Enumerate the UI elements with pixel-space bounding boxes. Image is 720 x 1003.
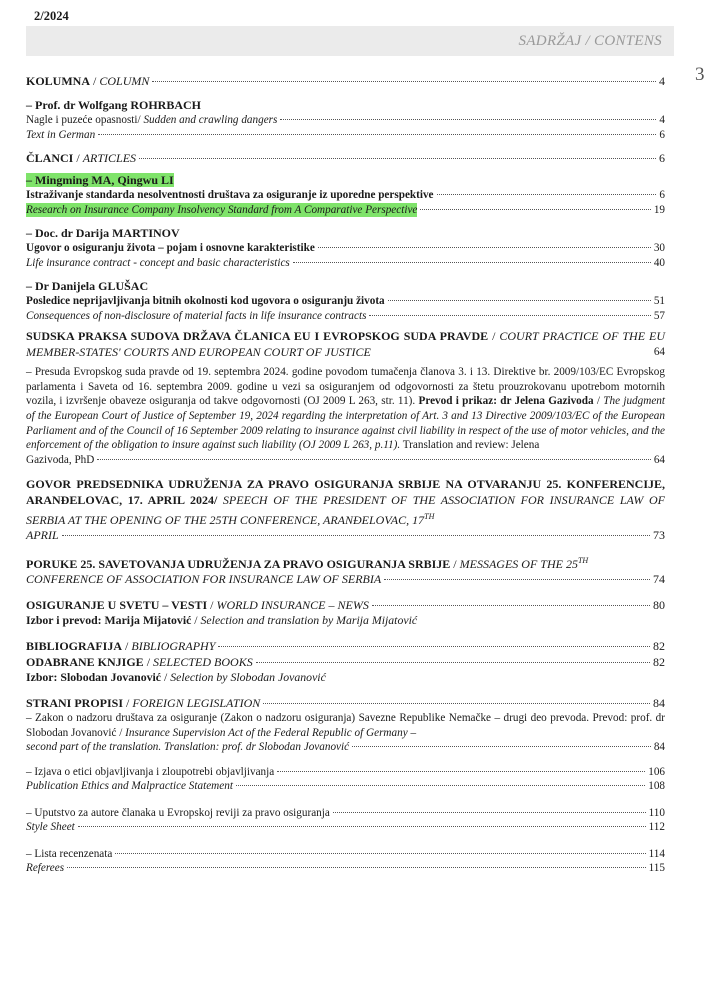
dot-leader	[67, 867, 646, 868]
entry-title: Nagle i puzeće opasnosti/	[26, 114, 144, 126]
entry-title: Posledice neprijavljivanja bitnih okolnosti kod ugovora o osiguranju života	[26, 295, 385, 307]
toc-entry[interactable]	[26, 188, 665, 203]
credit-en: Selection by Slobodan Jovanović	[170, 669, 326, 684]
sep: /	[143, 654, 154, 669]
contents-header-band	[26, 26, 674, 56]
section-title-en: WORLD INSURANCE – NEWS	[216, 597, 369, 612]
credit-sr: Izbor i prevod: Marija Mijatović	[26, 612, 192, 627]
section-speech[interactable]	[26, 477, 665, 528]
page-ref: 4	[659, 114, 665, 126]
entry-title-en-highlighted: Research on Insurance Company Insolvency Standard from A Comparative Perspective	[26, 203, 418, 216]
section-title-sr: OSIGURANJE U SVETU – VESTI	[26, 597, 208, 612]
page-ref: 84	[653, 695, 665, 710]
dot-leader	[369, 315, 650, 316]
page-ref: 64	[653, 453, 665, 466]
toc-entry-tail	[26, 453, 665, 468]
page-ref: 82	[653, 654, 665, 669]
dot-leader	[256, 662, 650, 663]
superscript: TH	[424, 511, 435, 521]
author-name: – Prof. dr Wolfgang ROHRBACH	[26, 98, 202, 112]
page-ref: 4	[659, 74, 665, 88]
toc-entry-ethics-en[interactable]	[26, 779, 665, 794]
dot-leader	[152, 81, 656, 82]
section-messages[interactable]	[26, 553, 665, 573]
entry-title: – Izjava o etici objavljivanja i zloupotrebi objavljivanja	[26, 765, 275, 778]
section-title-en: ARTICLES	[82, 151, 137, 165]
section-title-sr: BIBLIOGRAFIJA	[26, 638, 123, 653]
page-ref: 74	[653, 572, 665, 587]
entry-text-en: Insurance Supervision Act of the Federal Republic of Germany –	[125, 726, 417, 739]
dot-leader	[388, 300, 651, 301]
section-title-en: BIBLIOGRAPHY	[131, 638, 216, 653]
entry-translator-en: Translation and review: Jelena	[400, 439, 540, 452]
author-name: – Doc. dr Darija MARTINOV	[26, 226, 180, 240]
toc-entry[interactable]	[26, 241, 665, 256]
dot-leader	[420, 209, 650, 210]
sep: /	[191, 612, 201, 627]
toc-entry-tail	[26, 740, 665, 755]
sep: /	[73, 151, 83, 165]
section-title-en: CONFERENCE OF ASSOCIATION FOR INSURANCE LAW OF SERBIA	[26, 572, 382, 587]
section-credit	[26, 670, 665, 685]
table-of-contents	[26, 70, 665, 876]
page-ref: 6	[659, 189, 665, 201]
author-name: – Dr Danijela GLUŠAC	[26, 279, 149, 293]
credit-en: Selection and translation by Marija Mijatović	[200, 612, 418, 627]
entry-text-en: The judgment of the European Court of Justice of September 19, 2024 regarding the interpretation of Art. 3 and 13 Directive 2009/103/EC of the European Parliament and of the Council of 16 September 2009 relating to insurance against civil liability in respect of the use of motor vehicles, and the enforcement of the obligation to insure against such liability (OJ 2009 L 263, p.11).	[26, 395, 665, 452]
dot-leader	[97, 459, 650, 460]
page-ref: 106	[648, 765, 665, 778]
entry-title-en: Referees	[26, 862, 65, 875]
dot-leader	[236, 785, 645, 786]
sep: /	[90, 74, 100, 88]
toc-entry[interactable]	[26, 203, 665, 218]
entry-text: – Zakon o nadzoru društava za osiguranje (Zakon o nadzoru osiguranja) Savezne Republike Nemačke – drugi deo prevoda. Prevod: prof. dr Slobodan Jovanović /	[26, 711, 665, 739]
dot-leader	[318, 247, 651, 248]
dot-leader	[218, 646, 650, 647]
dot-leader	[277, 771, 645, 772]
page-ref: 73	[653, 528, 665, 543]
toc-entry[interactable]	[26, 309, 665, 324]
page-ref: 114	[648, 847, 665, 860]
section-title-sr: ČLANCI	[26, 151, 74, 165]
sep: /	[450, 556, 460, 571]
section-column[interactable]	[26, 73, 665, 89]
page-ref: 57	[653, 309, 665, 322]
section-title-sr: KOLUMNA	[26, 74, 90, 88]
contents-title: SADRŽAJ / CONTENS	[518, 33, 662, 49]
sep: /	[123, 695, 133, 710]
entry-title: Ugovor o osiguranju života – pojam i osnovne karakteristike	[26, 242, 315, 254]
toc-entry[interactable]	[26, 113, 665, 128]
sep: /	[488, 329, 500, 343]
dot-leader	[280, 119, 656, 120]
dot-leader	[62, 535, 650, 536]
page-ref: 110	[648, 806, 665, 819]
section-title-en: FOREIGN LEGISLATION	[132, 695, 261, 710]
toc-entry[interactable]	[26, 128, 665, 143]
sep: /	[122, 638, 132, 653]
section-credit	[26, 613, 665, 628]
issue-number: 2/2024	[34, 9, 69, 23]
entry-title-en: Text in German	[26, 128, 96, 141]
section-title-sr: PORUKE 25. SAVETOVANJA UDRUŽENJA ZA PRAVO OSIGURANJA SRBIJE	[26, 556, 451, 571]
section-bibliography[interactable]	[26, 638, 665, 654]
entry-title: – Uputstvo za autore članaka u Evropskoj reviji za pravo osiguranja	[26, 806, 330, 819]
entry-title-en: Style Sheet	[26, 821, 75, 834]
credit-sr: Izbor: Slobodan Jovanović	[26, 669, 162, 684]
entry-title-en: Life insurance contract - concept and basic characteristics	[26, 256, 290, 269]
section-foreign-legislation[interactable]	[26, 695, 665, 711]
section-articles[interactable]	[26, 150, 665, 166]
section-title-en: APRIL	[26, 528, 59, 543]
page-ref: 30	[653, 242, 665, 254]
dot-leader	[98, 134, 656, 135]
section-world-news[interactable]	[26, 597, 665, 613]
section-title-sr: STRANI PROPISI	[26, 695, 124, 710]
section-title-en: SPEECH OF THE PRESIDENT OF THE ASSOCIATION FOR INSURANCE LAW OF SERBIA AT THE OPENING OF THE 25TH CONFERENCE, ARANĐELOVAC, 17	[26, 492, 666, 527]
section-title-sr: SUDSKA PRAKSA SUDOVA DRŽAVA ČLANICA EU I EVROPSKOG SUDA PRAVDE	[26, 329, 489, 343]
entry-title: Istraživanje standarda nesolventnosti društava za osiguranje iz uporedne perspektive	[26, 189, 434, 201]
entry-title: – Lista recenzenata	[26, 847, 113, 860]
toc-entry[interactable]	[26, 256, 665, 271]
toc-entry-instructions[interactable]	[26, 806, 665, 821]
sep: /	[593, 395, 604, 408]
entry-translator: Prevod i prikaz: dr Jelena Gazivoda	[418, 395, 594, 408]
dot-leader	[437, 194, 657, 195]
toc-entry[interactable]	[26, 294, 665, 309]
page-ref: 6	[659, 128, 665, 141]
page-ref: 40	[653, 256, 665, 269]
toc-entry-supervision-act[interactable]	[26, 711, 665, 740]
page-ref: 82	[653, 638, 665, 653]
dot-leader	[352, 746, 651, 747]
page-ref: 112	[648, 821, 665, 834]
entry-text: – Presuda Evropskog suda pravde od 19. septembra 2024. godine povodom tumačenja članova 3. i 13. Direktive br. 2009/103/EC Evropskog parlamenta i Saveta od 16. septembra 2009. godine u vezi sa osiguranjem od odgovornosti za štetu prouzrokovanu upotrebom motornih vozila, i izvršenje obaveze osiguranja od takve odgovornosti (OJ 2009 L 263, str. 11).	[26, 366, 665, 408]
section-speech-tail	[26, 528, 665, 543]
page-number: 3	[695, 64, 705, 85]
page-ref: 80	[653, 597, 665, 612]
dot-leader	[372, 605, 650, 606]
superscript: TH	[577, 555, 589, 565]
toc-entry-reviewers[interactable]	[26, 847, 665, 862]
sep: /	[161, 669, 171, 684]
dot-leader	[115, 853, 645, 854]
entry-title-en: Sudden and crawling dangers	[143, 114, 278, 126]
entry-text-en: second part of the translation. Translation: prof. dr Slobodan Jovanović	[26, 741, 350, 754]
dot-leader	[263, 703, 650, 704]
entry-title-en: Consequences of non-disclosure of material facts in life insurance contracts	[26, 309, 367, 322]
toc-entry-style-sheet[interactable]	[26, 820, 665, 835]
dot-leader	[333, 812, 646, 813]
dot-leader	[139, 158, 656, 159]
page-ref: 19	[653, 203, 665, 216]
section-title-en: COURT PRACTICE OF THE EU MEMBER-STATES' COURTS AND EUROPEAN COURT OF JUSTICE	[26, 329, 665, 359]
entry-text: Gazivoda, PhD	[26, 453, 95, 466]
section-title-sr: GOVOR PREDSEDNIKA UDRUŽENJA ZA PRAVO OSIGURANJA SRBIJE NA OTVARANJU 25. KONFERENCIJE, ARANĐELOVAC, 17. APRIL 2024/	[26, 477, 665, 507]
page-ref: 64	[653, 345, 665, 358]
section-selected-books[interactable]	[26, 654, 665, 670]
dot-leader	[293, 262, 651, 263]
page-ref: 6	[659, 151, 665, 165]
author-name-highlighted: – Mingming MA, Qingwu LI	[26, 173, 174, 187]
entry-title-en: Publication Ethics and Malpractice Statement	[26, 780, 233, 793]
page-ref: 84	[653, 741, 665, 754]
page-ref: 115	[648, 862, 665, 875]
dot-leader	[384, 579, 650, 580]
toc-entry-ethics[interactable]	[26, 765, 665, 780]
dot-leader	[78, 826, 646, 827]
page-ref: 108	[648, 780, 665, 793]
section-title-en: COLUMN	[99, 74, 150, 88]
toc-entry-judgment[interactable]	[26, 365, 665, 453]
section-title-en: SELECTED BOOKS	[153, 654, 253, 669]
page-ref: 51	[653, 295, 665, 307]
toc-entry-referees[interactable]	[26, 861, 665, 876]
sep: /	[207, 597, 217, 612]
section-title-en: MESSAGES OF THE 25	[459, 556, 578, 571]
section-messages-tail	[26, 572, 665, 587]
section-title-sr: ODABRANE KNJIGE	[26, 654, 144, 669]
